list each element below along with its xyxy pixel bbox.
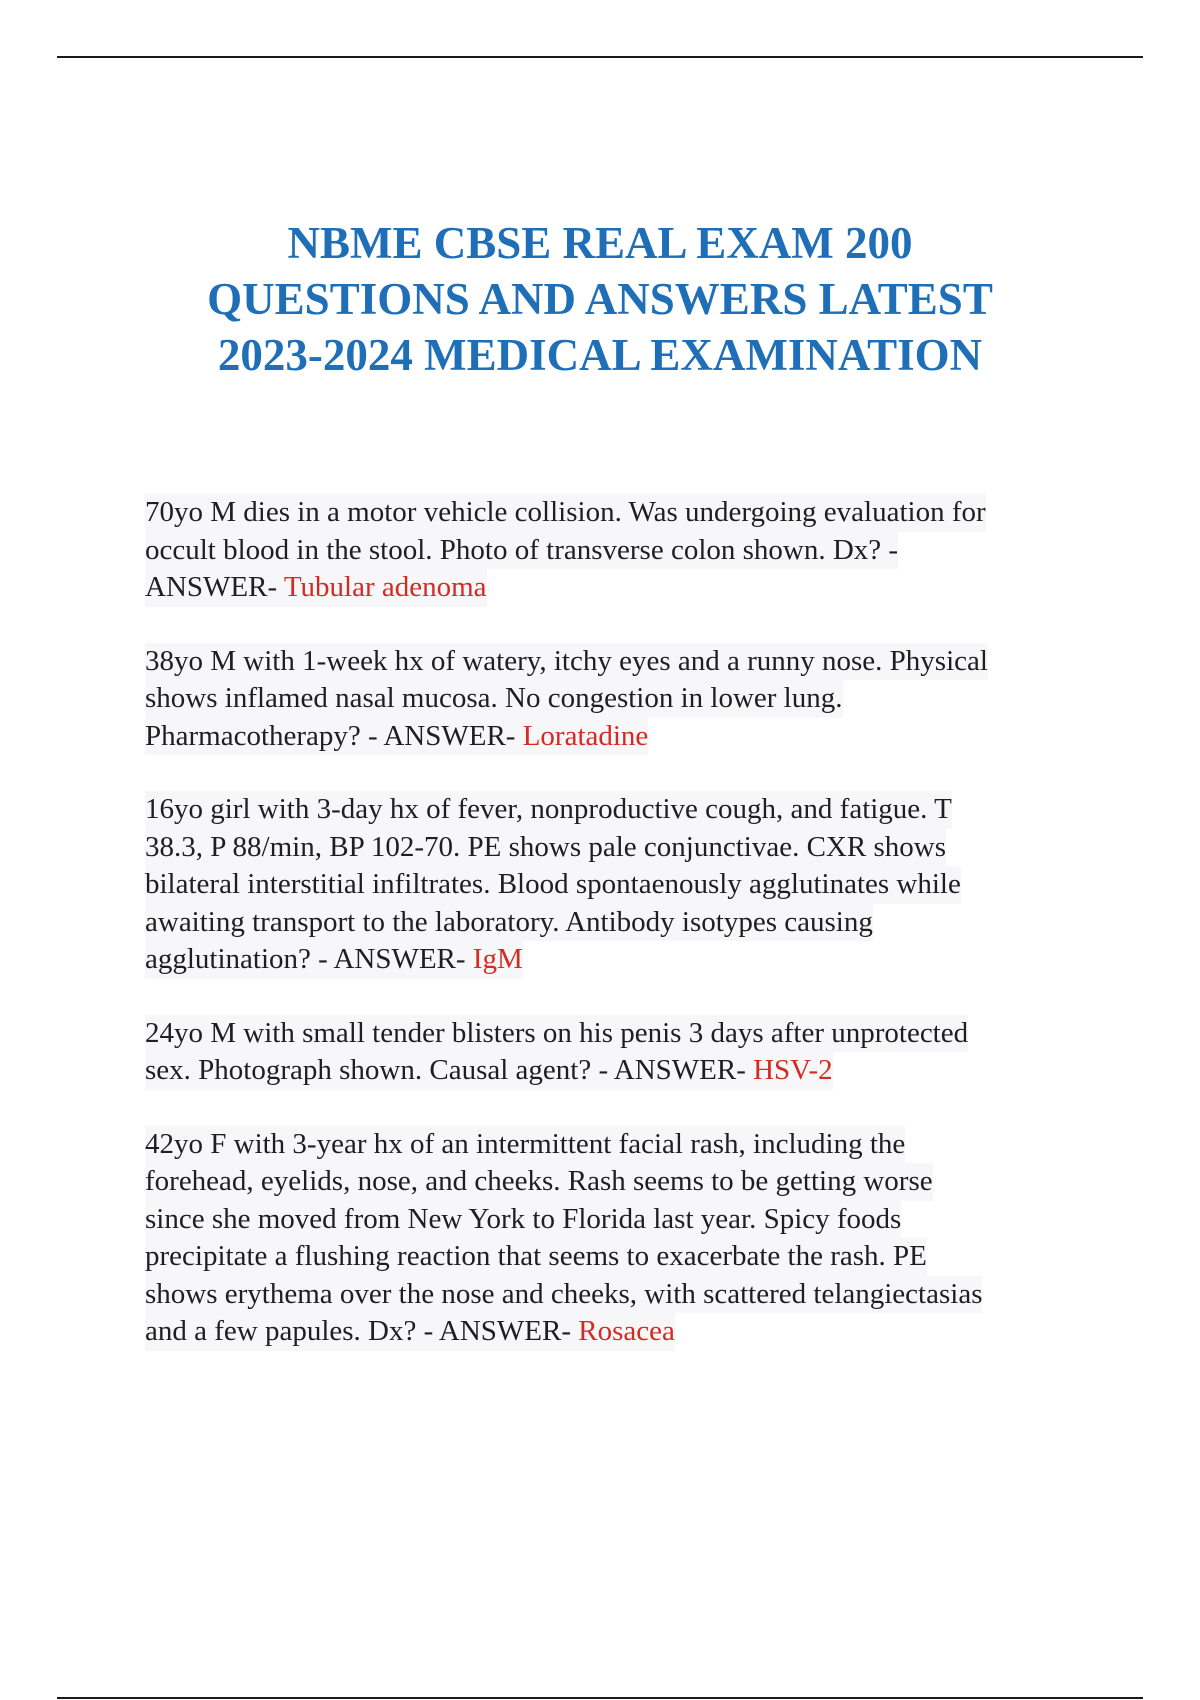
title-line: QUESTIONS AND ANSWERS LATEST <box>207 274 993 324</box>
bottom-rule <box>57 1697 1143 1699</box>
question-item <box>145 643 1085 756</box>
question-line <box>145 941 523 979</box>
question-item <box>145 1015 1085 1090</box>
answer-text: Tubular adenoma <box>283 571 487 603</box>
question-line: awaiting transport to the laboratory. Antibody isotypes causing <box>145 904 873 942</box>
question-line: 70yo M dies in a motor vehicle collision. Was undergoing evaluation for <box>145 494 986 532</box>
question-line <box>145 1313 675 1351</box>
answer-prefix: ANSWER- <box>145 571 284 603</box>
answer-prefix: sex. Photograph shown. Causal agent? - ANSWER- <box>145 1054 754 1086</box>
question-line: 38.3, P 88/min, BP 102-70. PE shows pale conjunctivae. CXR shows <box>145 829 946 867</box>
question-list <box>145 494 1085 1387</box>
question-line: shows erythema over the nose and cheeks, with scattered telangiectasias <box>145 1276 982 1314</box>
answer-text: Rosacea <box>578 1315 675 1347</box>
question-item <box>145 494 1085 607</box>
title-line: 2023-2024 MEDICAL EXAMINATION <box>217 330 983 380</box>
answer-text: IgM <box>472 943 523 975</box>
question-item <box>145 1126 1085 1351</box>
question-line: bilateral interstitial infiltrates. Blood spontaenously agglutinates while <box>145 866 961 904</box>
question-line: 42yo F with 3-year hx of an intermittent facial rash, including the <box>145 1126 905 1164</box>
question-line: precipitate a flushing reaction that seems to exacerbate the rash. PE <box>145 1238 927 1276</box>
answer-text: HSV-2 <box>753 1054 833 1086</box>
answer-prefix: and a few papules. Dx? - ANSWER- <box>145 1315 579 1347</box>
question-line: forehead, eyelids, nose, and cheeks. Rash seems to be getting worse <box>145 1163 933 1201</box>
question-line: 38yo M with 1-week hx of watery, itchy eyes and a runny nose. Physical <box>145 643 988 681</box>
question-line <box>145 569 487 607</box>
question-line <box>145 1052 833 1090</box>
question-item <box>145 791 1085 979</box>
title-line: NBME CBSE REAL EXAM 200 <box>287 218 913 268</box>
top-rule <box>57 56 1143 58</box>
question-line: occult blood in the stool. Photo of transverse colon shown. Dx? - <box>145 532 898 570</box>
question-line: 16yo girl with 3-day hx of fever, nonproductive cough, and fatigue. T <box>145 791 952 829</box>
document-title <box>120 215 1080 383</box>
question-line: shows inflamed nasal mucosa. No congestion in lower lung. <box>145 680 843 718</box>
question-line: since she moved from New York to Florida last year. Spicy foods <box>145 1201 901 1239</box>
answer-prefix: agglutination? - ANSWER- <box>145 943 473 975</box>
answer-prefix: Pharmacotherapy? - ANSWER- <box>145 719 523 752</box>
answer-text: Loratadine <box>522 719 649 752</box>
question-line: 24yo M with small tender blisters on his penis 3 days after unprotected <box>145 1015 968 1053</box>
question-line <box>145 718 648 756</box>
